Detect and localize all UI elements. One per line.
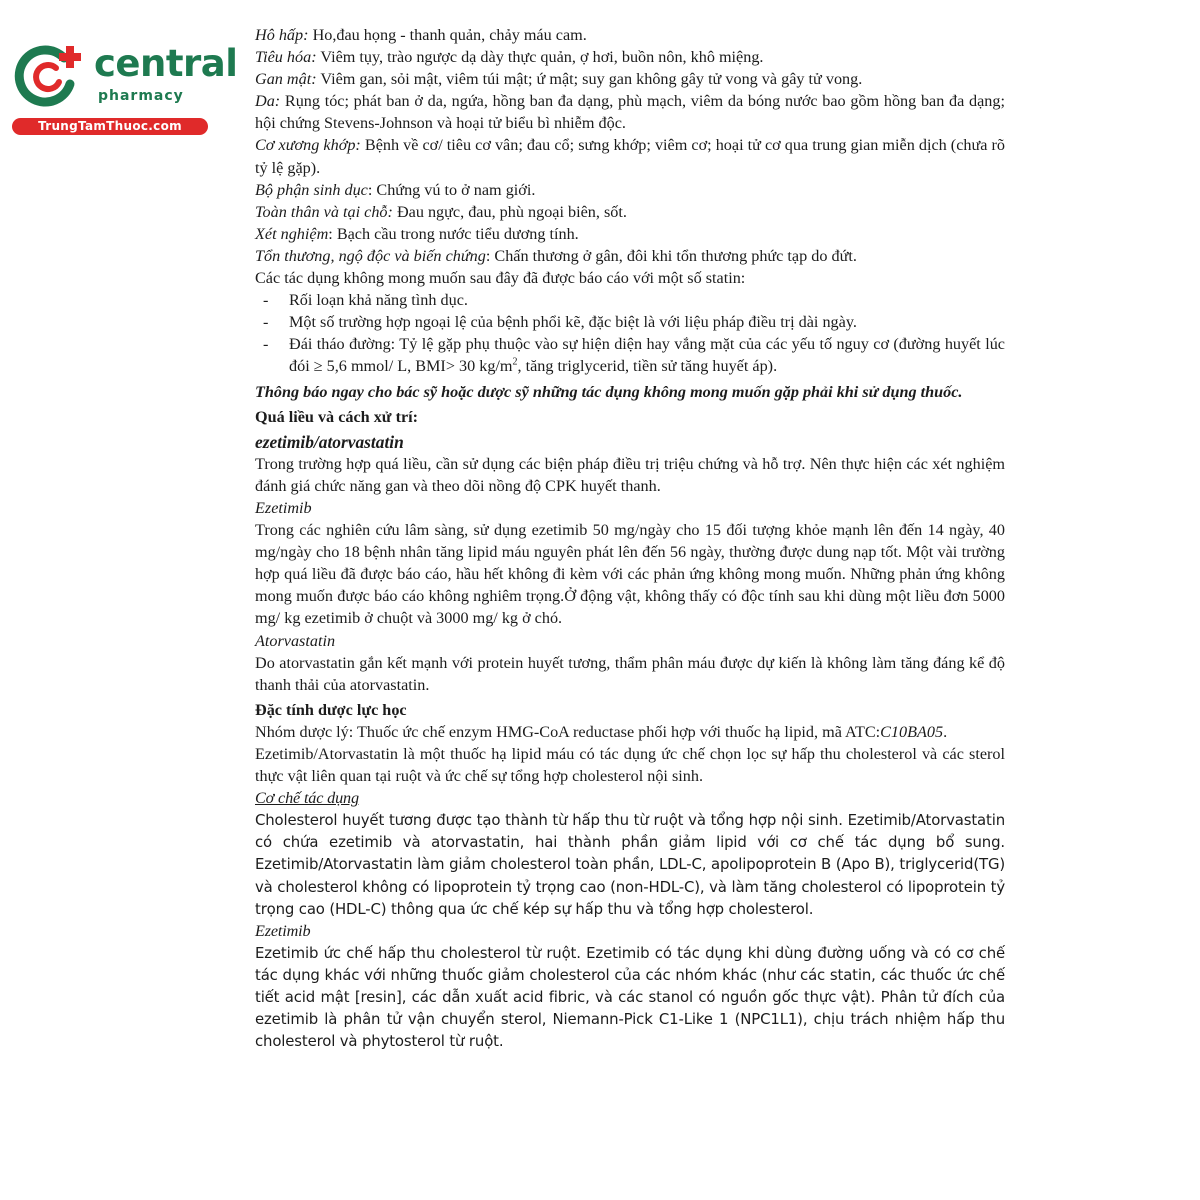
adverse-general: Toàn thân và tại chỗ: Đau ngực, đau, phù ngoại biên, sốt.: [255, 202, 627, 221]
mechanism-ezetimib-title: Ezetimib: [255, 921, 311, 940]
term: Hô hấp:: [255, 26, 309, 44]
statin-item: - Rối loạn khả năng tình dục.: [255, 289, 1005, 311]
statin-item-diabetes: - Đái tháo đường: Tỷ lệ gặp phụ thuộc vào sự hiện diện hay vắng mặt của các yếu tố nguy cơ (đường huyết lúc đói ≥ 5,6 mmol/ L, BMI> 30 $kg/m^2$, tăng triglycerid, tiền sử tăng huyết áp).: [255, 333, 1005, 377]
logo-subtitle: pharmacy: [98, 88, 184, 104]
document-page: [255, 24, 1005, 1052]
overdose-combo-text: Trong trường hợp quá liều, cần sử dụng các biện pháp điều trị triệu chứng và hỗ trợ. Nên thực hiện các xét nghiệm đánh giá chức năng gan và theo dõi nồng độ CPK huyết thanh.: [255, 454, 1005, 495]
atc-code: C10BA05: [880, 722, 944, 741]
adverse-skin: Da: Rụng tóc; phát ban ở da, ngứa, hồng ban đa dạng, phù mạch, viêm da bóng nước bao gồm hồng ban đa dạng; hội chứng Stevens-Johnson và hoại tử biểu bì nhiễm độc.: [255, 92, 1005, 133]
mechanism-text: Cholesterol huyết tương được tạo thành từ hấp thu từ ruột và tổng hợp nội sinh. Ezetimib/Atorvastatin có chứa ezetimib và atorvastatin, hai thành phần giảm lipid với cơ chế tác dụng bổ sung. Ezetimib/Atorvastatin làm giảm cholesterol toàn phần, LDL-C, apolipoprotein B (Apo B), triglycerid(TG) và cholesterol không có lipoprotein tỷ trọng cao (non-HDL-C), và làm tăng cholesterol có lipoprotein tỷ trọng cao (HDL-C) thông qua ức chế kép sự hấp thu và tổng hợp cholesterol.: [255, 811, 1005, 918]
adverse-reproductive: Bộ phận sinh dục: Chứng vú to ở nam giới.: [255, 180, 536, 199]
adverse-musculoskeletal: Cơ xương khớp: Bệnh về cơ/ tiêu cơ vân; đau cổ; sưng khớp; viêm cơ; hoại tử cơ qua trung gian miễn dịch (chưa rõ tỷ lệ gặp).: [255, 136, 1005, 177]
mechanism-section: [255, 787, 1005, 1052]
overdose-heading: Quá liều và cách xử trí:: [255, 407, 419, 426]
statin-item: - Một số trường hợp ngoại lệ của bệnh phổi kẽ, đặc biệt là với liệu pháp điều trị dài ngày.: [255, 311, 1005, 333]
logo-name: central: [94, 42, 238, 85]
adverse-hepatobiliary: Gan mật: Viêm gan, sỏi mật, viêm túi mật; ứ mật; suy gan không gây tử vong và gây tử vong.: [255, 70, 863, 89]
mechanism-ezetimib-text: Ezetimib ức chế hấp thu cholesterol từ ruột. Ezetimib có tác dụng khi dùng đường uống và có cơ chế tác dụng khác với những thuốc giảm cholesterol của các nhóm khác (như các statin, các thuốc ức chế tiết acid mật [resin], các dẫn xuất acid fibric, và các stanol có nguồn gốc thực vật). Phân tử đích của ezetimib là phân tử vận chuyển sterol, Niemann-Pick C1-Like 1 (NPC1L1), chịu trách nhiệm hấp thu cholesterol và phytosterol từ ruột.: [255, 943, 1005, 1051]
overdose-combo-title: ezetimib/atorvastatin: [255, 431, 404, 452]
pharmacodynamics-description: Ezetimib/Atorvastatin là một thuốc hạ lipid máu có tác dụng ức chế chọn lọc sự hấp thu cholesterol và các sterol thực vật liên quan tại ruột và ức chế sự tổng hợp cholesterol nội sinh.: [255, 745, 1005, 786]
adverse-digestive: Tiêu hóa: Viêm tụy, trào ngược dạ dày thực quản, ợ hơi, buồn nôn, khô miệng.: [255, 48, 764, 67]
notice: Thông báo ngay cho bác sỹ hoặc dược sỹ những tác dụng không mong muốn gặp phải khi sử dụng thuốc.: [255, 382, 963, 401]
adverse-respiratory: Hô hấp: Ho,đau họng - thanh quản, chảy máu cam.: [255, 26, 587, 44]
adverse-injury: Tổn thương, ngộ độc và biến chứng: Chấn thương ở gân, đôi khi tổn thương phức tạp do đứt.: [255, 246, 857, 265]
overdose-ezetimib-title: Ezetimib: [255, 498, 312, 517]
pharmacodynamics-heading: Đặc tính dược lực học: [255, 700, 407, 719]
pharmacologic-group: Nhóm dược lý: Thuốc ức chế enzym HMG-CoA reductase phối hợp với thuốc hạ lipid, mã ATC:C10BA05.: [255, 722, 948, 741]
overdose-atorvastatin-title: Atorvastatin: [255, 631, 336, 650]
pharmacy-logo: [8, 36, 238, 136]
central-pharmacy-logo-icon: [12, 40, 84, 112]
statin-intro: Các tác dụng không mong muốn sau đây đã được báo cáo với một số statin:: [255, 269, 746, 288]
adverse-tests: Xét nghiệm: Bạch cầu trong nước tiểu dương tính.: [255, 224, 579, 243]
logo-banner: TrungTamThuoc.com: [12, 118, 208, 135]
overdose-ezetimib-text: Trong các nghiên cứu lâm sàng, sử dụng ezetimib 50 mg/ngày cho 15 đối tượng khỏe mạnh lên đến 14 ngày, 40 mg/ngày cho 18 bệnh nhân tăng lipid máu nguyên phát lên đến 56 ngày, thường được dung nạp tốt. Một vài trường hợp quá liều đã được báo cáo, hầu hết không đi kèm với các phản ứng không mong muốn. Những phản ứng không mong muốn được báo cáo không nghiêm trọng.Ở động vật, không thấy có độc tính sau khi dùng một liều đơn 5000 mg/ kg ezetimib ở chuột và 3000 mg/ kg ở chó.: [255, 521, 1005, 628]
overdose-atorvastatin-text: Do atorvastatin gắn kết mạnh với protein huyết tương, thẩm phân máu được dự kiến là không làm tăng đáng kể độ thanh thải của atorvastatin.: [255, 653, 1005, 694]
mechanism-title: Cơ chế tác dụng: [255, 789, 359, 808]
